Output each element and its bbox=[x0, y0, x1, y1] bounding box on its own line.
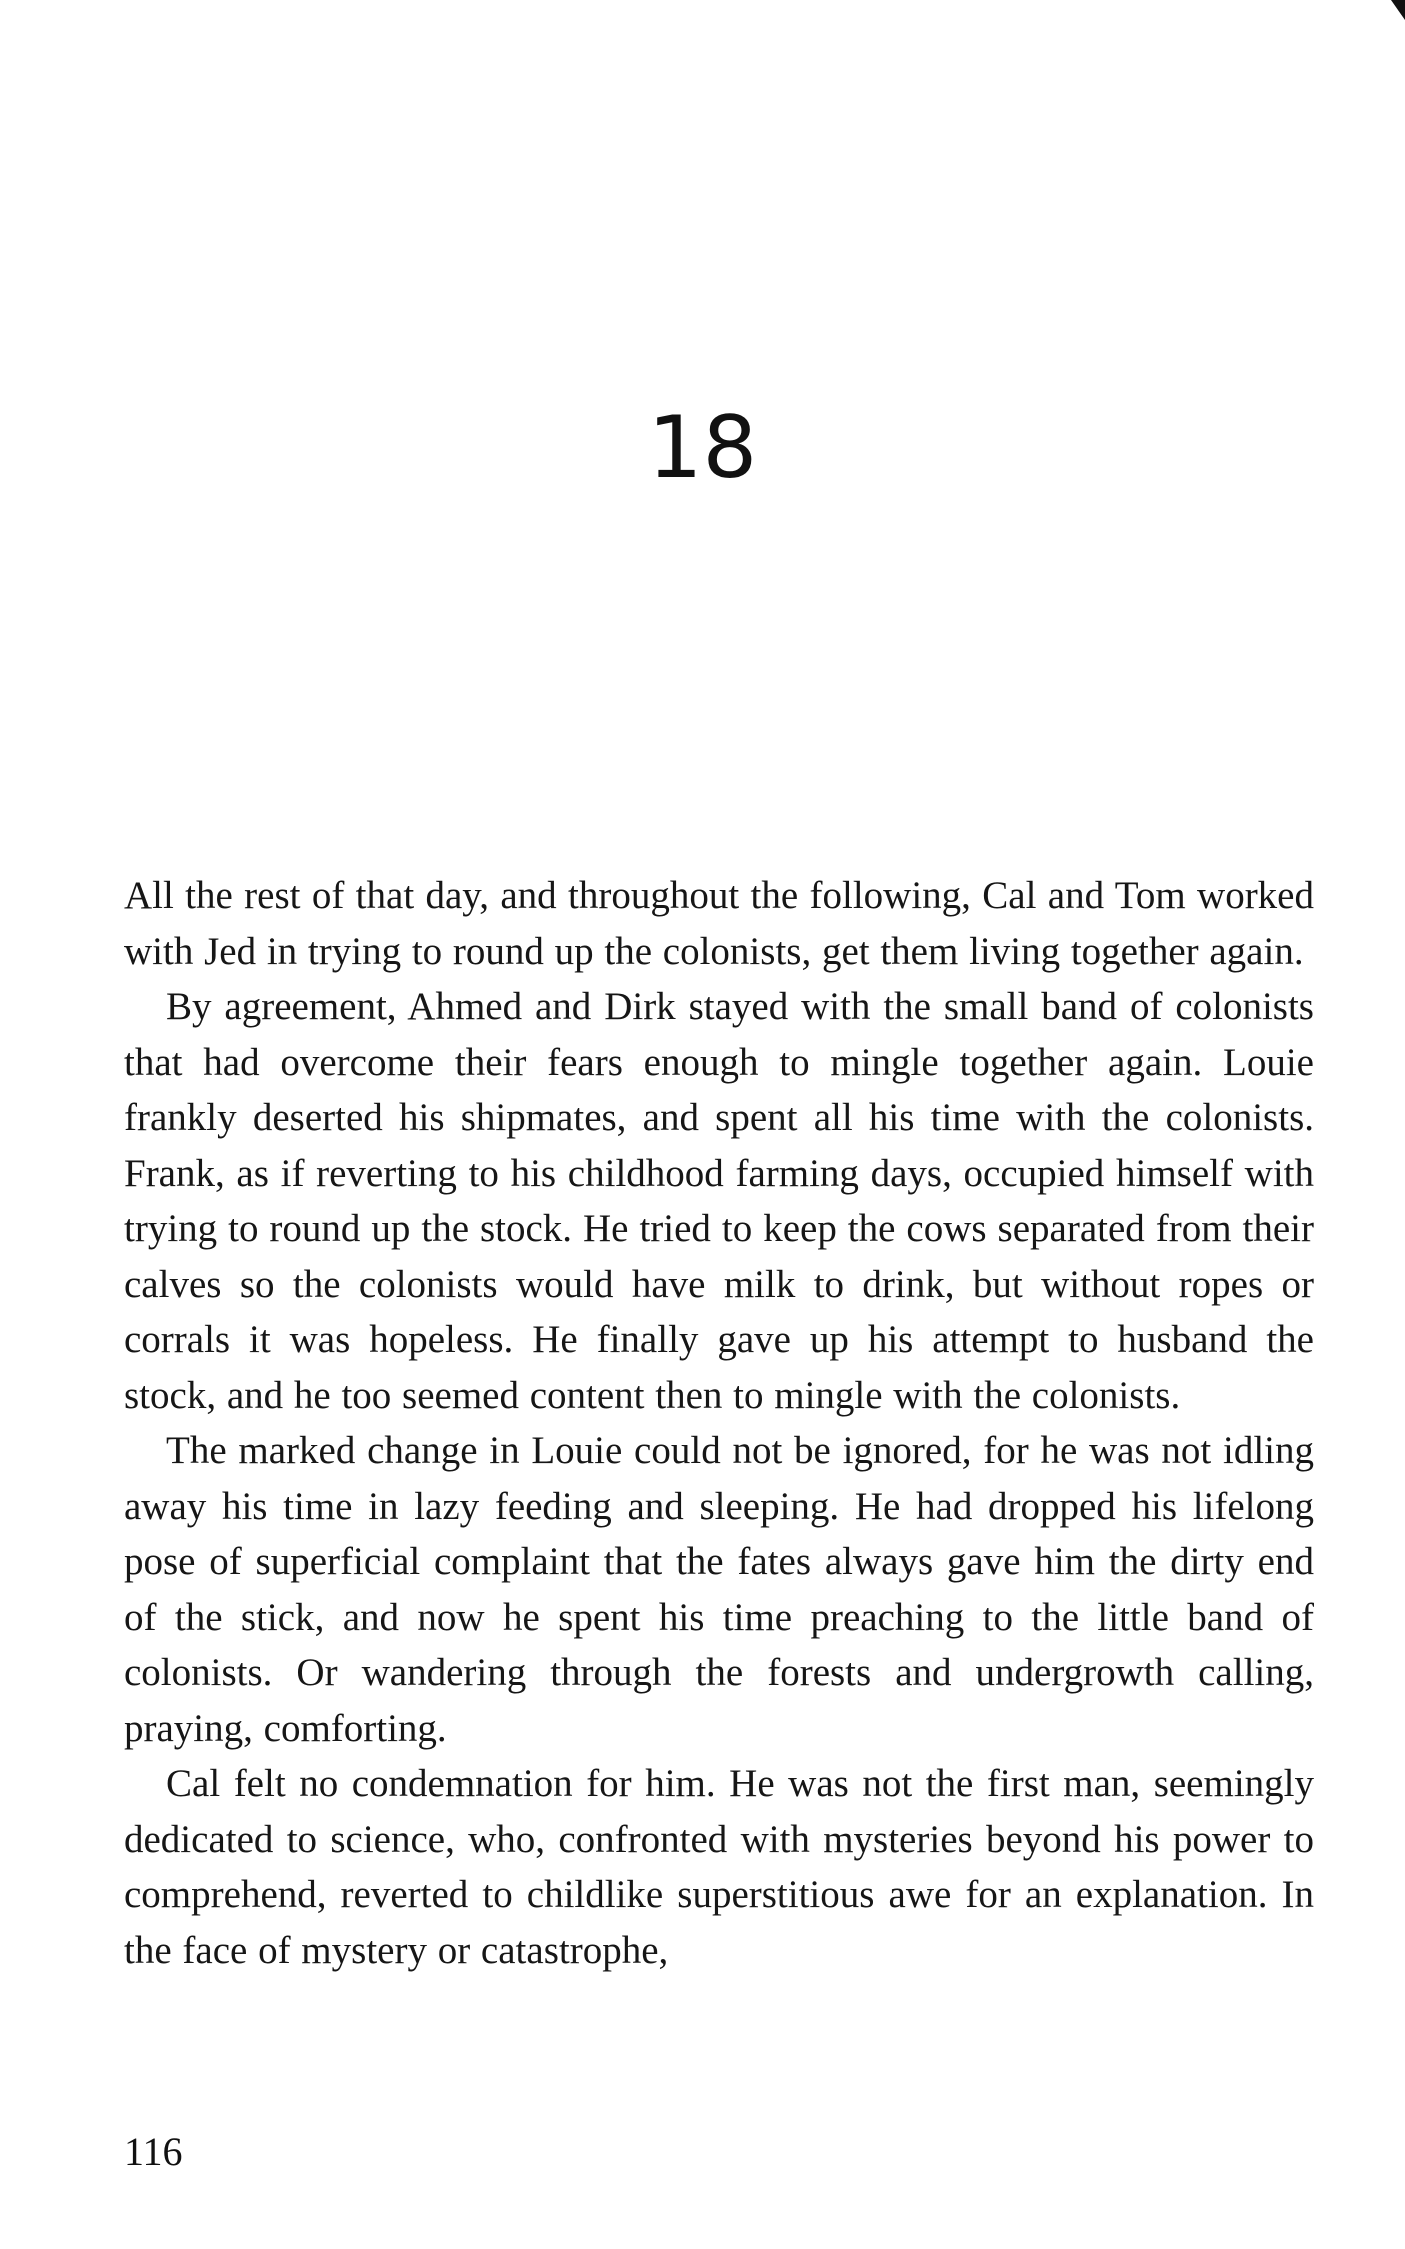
paragraph-4: Cal felt no condemnation for him. He was not the first man, seemingly dedicated to science, who, confronted with mysteries beyond his power to comprehend, reverted to childlike superstitious awe for an explanation. In the face of mystery or catastrophe, bbox=[124, 1762, 1314, 1972]
body-text bbox=[124, 868, 1314, 1978]
paragraph-1: All the rest of that day, and throughout the following, Cal and Tom worked with Jed in trying to round up the colonists, get them living together again. bbox=[124, 874, 1314, 973]
chapter-number: 18 bbox=[647, 398, 758, 498]
corner-scan-mark bbox=[1391, 0, 1405, 20]
paragraph-3: The marked change in Louie could not be ignored, for he was not idling away his time in lazy feeding and sleeping. He had dropped his lifelong pose of superficial complaint that the fates always gave him the dirty end of the stick, and now he spent his time preaching to the little band of colonists. Or wandering through the forests and undergrowth calling, praying, comforting. bbox=[124, 1429, 1314, 1750]
paragraph-2: By agreement, Ahmed and Dirk stayed with the small band of colonists that had overcome their fears enough to mingle together again. Louie frankly deserted his shipmates, and spent all his time with the colonists. Frank, as if reverting to his childhood farming days, occupied himself with trying to round up the stock. He tried to keep the cows separated from their calves so the colonists would have milk to drink, but without ropes or corrals it was hopeless. He finally gave up his attempt to husband the stock, and he too seemed content then to mingle with the colonists. bbox=[124, 985, 1314, 1417]
page-number: 116 bbox=[124, 2129, 183, 2174]
